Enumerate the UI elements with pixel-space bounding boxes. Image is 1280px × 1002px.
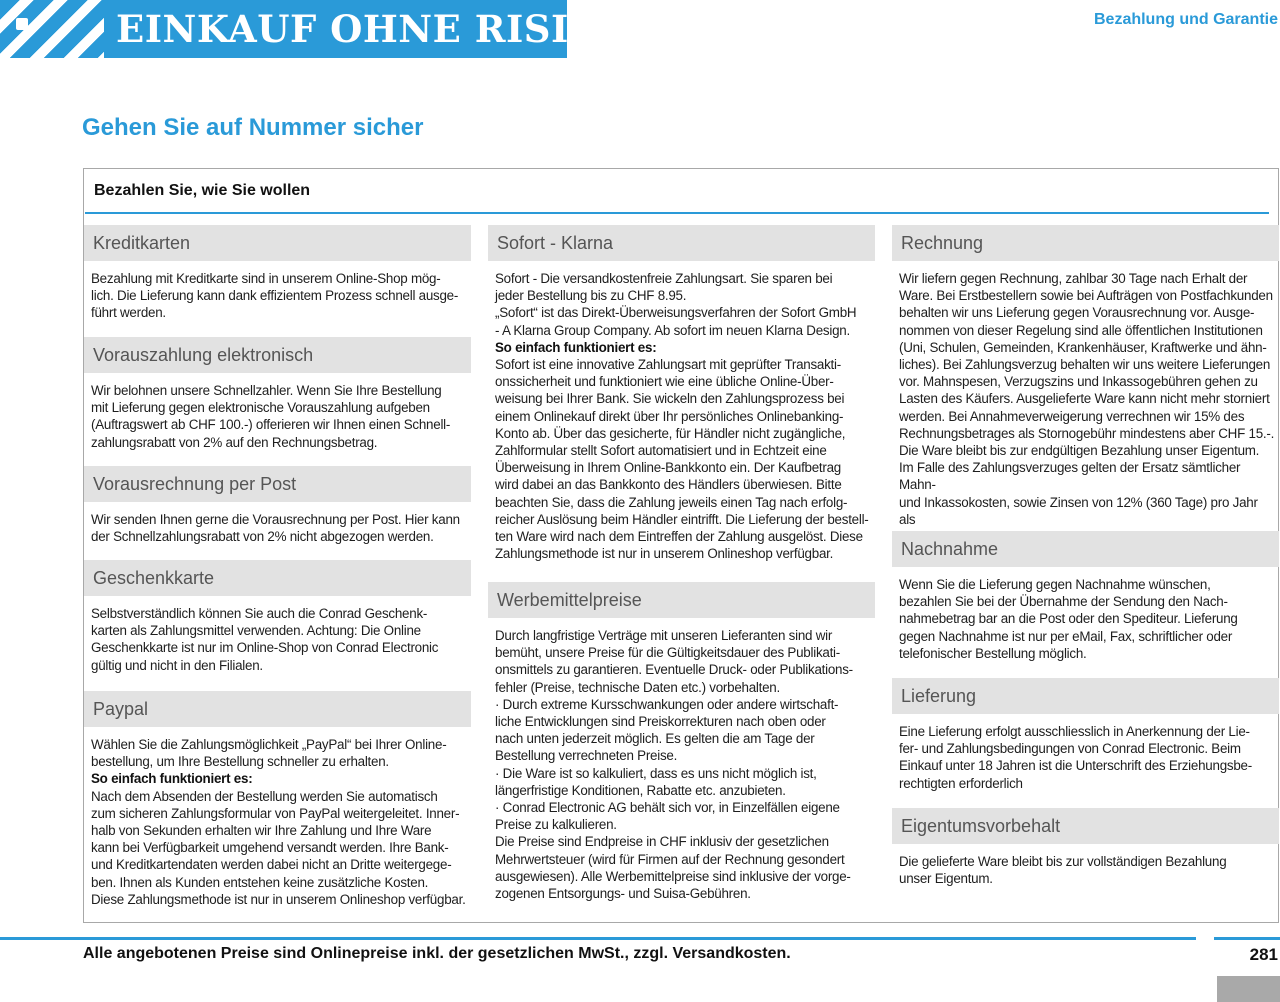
section-title: Geschenkkarte	[84, 560, 471, 596]
section-lieferung	[892, 678, 1279, 792]
section-text: Sofort ist eine innovative Zahlungsart mit geprüfter Transakti- onssicherheit und funktioniert wie eine übliche Online-Über- weisung bei Ihrer Bank. Sie wickeln den Zahlungsprozess bei einem Onlinekauf direkt über Ihr persönliches Onlinebanking- Konto ab. Über das gesicherte, für Händler nicht zugängliche, Zahlformular stellt Sofort automatisiert und in Echtzeit eine Überweisung in Ihrem Online-Bankkonto ein. Der Kaufbetrag wird dabei an das Bankkonto des Händlers überwiesen. Bitte beachten Sie, dass die Zahlung jeweils einen Tag nach erfolg- reicher Auslösung beim Händler eintrifft. Die Lieferung der bestell- ten Ware wird nach dem Eintreffen der Zahlung ausgelöst. Diese Zahlungsmethode ist nur in unserem Onlineshop verfügbar.	[495, 357, 869, 562]
section-sofort	[488, 225, 875, 562]
section-label: Bezahlung und Garantie	[1093, 11, 1278, 28]
section-paypal	[84, 691, 471, 908]
section-subheading: So einfach funktioniert es:	[91, 771, 253, 787]
section-werbemittelpreise	[488, 582, 875, 902]
section-text: Wir senden Ihnen gerne die Vorausrechnung per Post. Hier kann der Schnellzahlungsrabatt von 2% nicht abgezogen werden.	[91, 512, 460, 545]
section-text: Die gelieferte Ware bleibt bis zur vollständigen Bezahlung unser Eigentum.	[899, 854, 1227, 887]
section-rechnung	[892, 225, 1279, 545]
banner-title: EINKAUF OHNE RISIKO	[116, 7, 634, 51]
section-title: Lieferung	[892, 678, 1279, 714]
section-eigentumsvorbehalt	[892, 808, 1279, 887]
section-text: Sofort - Die versandkostenfreie Zahlungsart. Sie sparen bei jeder Bestellung bis zu CHF 8.95. „Sofort“ ist das Direkt-Überweisungsverfahren der Sofort GmbH - A Klarna Group Company. Ab sofort im neuen Klarna Design.	[495, 271, 857, 338]
section-vorausrechnung	[84, 466, 471, 545]
section-title: Nachnahme	[892, 531, 1279, 567]
section-text: Wenn Sie die Lieferung gegen Nachnahme wünschen, bezahlen Sie bei der Übernahme der Sendung den Nach- nahmebetrag bar an die Post oder den Spediteur. Lieferung gegen Nachnahme ist nur per eMail, Fax, schriftlicher oder telefonischer Bestellung möglich.	[899, 577, 1238, 661]
box-title: Bezahlen Sie, wie Sie wollen	[94, 182, 311, 199]
section-nachnahme	[892, 531, 1279, 662]
banner-stripes	[0, 0, 104, 58]
footer-note: Alle angebotenen Preise sind Onlinepreise inkl. der gesetzlichen MwSt., zzgl. Versandkosten.	[83, 945, 791, 962]
footer-rule-right	[1214, 937, 1280, 940]
footer-rule	[0, 937, 1196, 940]
section-title: Werbemittelpreise	[488, 582, 875, 618]
section-text: Wir belohnen unsere Schnellzahler. Wenn Sie Ihre Bestellung mit Lieferung gegen elektronische Vorauszahlung aufgeben (Auftragswert ab CHF 100.-) offerieren wir Ihnen einen Schnell- zahlungsrabatt von 2% auf den Rechnungsbetrag.	[91, 383, 451, 450]
page-number: 281	[1249, 945, 1278, 964]
section-text: Wir liefern gegen Rechnung, zahlbar 30 Tage nach Erhalt der Ware. Bei Erstbestellern sowie bei Aufträgen von Postfachkunden behalten wir uns Lieferung gegen Vorausrechnung vor. Ausge- nommen von dieser Regelung sind alle öffentlichen Institutionen (Uni, Schulen, Gemeinden, Krankenhäuser, Kraftwerke und ähn- liches). Bei Zahlungsverzug behalten wir uns weitere Lieferungen vor. Mahnspesen, Verzugszins und Inkassogebühren gehen zu Lasten des Käufers. Ausgelieferte Ware kann nicht mehr storniert werden. Bei Annahmeverweigerung verrechnen wir 15% des Rechnungsbetrages als Stornogebühr mindestens aber CHF 15.-. Die Ware bleibt bis zur endgültigen Bezahlung unser Eigentum. Im Falle des Zahlungsverzuges gelten der Ersatz sämtlicher Mahn- und Inkassokosten, sowie Zinsen von 12% (360 Tage) pro Jahr als	[899, 271, 1275, 527]
section-subheading: So einfach funktioniert es:	[495, 339, 657, 355]
box-divider	[85, 212, 1269, 214]
section-title: Rechnung	[892, 225, 1279, 261]
section-text: Selbstverständlich können Sie auch die Conrad Geschenk- karten als Zahlungsmittel verwenden. Achtung: Die Online Geschenkkarte ist nur im Online-Shop von Conrad Electronic gültig und nicht in den Filialen.	[91, 606, 439, 673]
section-text: Nach dem Absenden der Bestellung werden Sie automatisch zum sicheren Zahlungsformular von PayPal weitergeleitet. Inner- halb von Sekunden erhalten wir Ihre Zahlung und Ihre Ware kann bei Verfügbarkeit umgehend versandt werden. Ihre Bank- und Kreditkartendaten werden dabei nicht an Dritte weitergege- ben. Ihnen als Kunden entstehen keine zusätzliche Kosten. Diese Zahlungsmethode ist nur in unserem Onlineshop verfügbar.	[91, 788, 466, 907]
section-kreditkarten	[84, 225, 471, 322]
page-heading: Gehen Sie auf Nummer sicher	[82, 114, 424, 141]
section-text: Bezahlung mit Kreditkarte sind in unserem Online-Shop mög- lich. Die Lieferung kann dank effizientem Prozess schnell ausge- führt werden.	[91, 271, 459, 321]
logo-mark-icon	[16, 18, 28, 30]
section-text: Durch langfristige Verträge mit unseren Lieferanten sind wir bemüht, unsere Preise für die Gültigkeitsdauer des Publikati- onsmittels zu garantieren. Eventuelle Druck- oder Publikations- fehler (Preise, technische Daten etc.) vorbehalten. · Durch extreme Kursschwankungen oder andere wirtschaft- liche Entwicklungen sind Preiskorrekturen nach oben oder nach unten jederzeit möglich. Es gelten die am Tage der Bestellung verrechneten Preise. · Die Ware ist so kalkuliert, dass es uns nicht möglich ist, längerfristige Konditionen, Rabatte etc. anzubieten. · Conrad Electronic AG behält sich vor, in Einzelfällen eigene Preise zu kalkulieren. Die Preise sind Endpreise in CHF inklusiv der gesetzlichen Mehrwertsteuer (wird für Firmen auf der Rechnung gesondert ausgewiesen). Alle Werbemittelpreise sind inklusive der vorge- zogenen Entsorgungs- und Suisa-Gebühren.	[495, 628, 853, 902]
section-title: Paypal	[84, 691, 471, 727]
section-vorauszahlung	[84, 337, 471, 451]
section-geschenkkarte	[84, 560, 471, 674]
section-text: Eine Lieferung erfolgt ausschliesslich in Anerkennung der Lie- fer- und Zahlungsbedingungen von Conrad Electronic. Beim Einkauf unter 18 Jahren ist die Unterschrift des Erziehungsbe- rechtigten erforderlich	[899, 724, 1252, 791]
section-text: Wählen Sie die Zahlungsmöglichkeit „PayPal“ bei Ihrer Online- bestellung, um Ihre Bestellung schneller zu erhalten.	[91, 737, 447, 770]
header-banner	[0, 0, 634, 58]
section-title: Sofort - Klarna	[488, 225, 875, 261]
section-title: Vorauszahlung elektronisch	[84, 337, 471, 373]
section-title: Kreditkarten	[84, 225, 471, 261]
section-title: Vorausrechnung per Post	[84, 466, 471, 502]
section-title: Eigentumsvorbehalt	[892, 808, 1279, 844]
page-tab	[1217, 976, 1280, 1002]
